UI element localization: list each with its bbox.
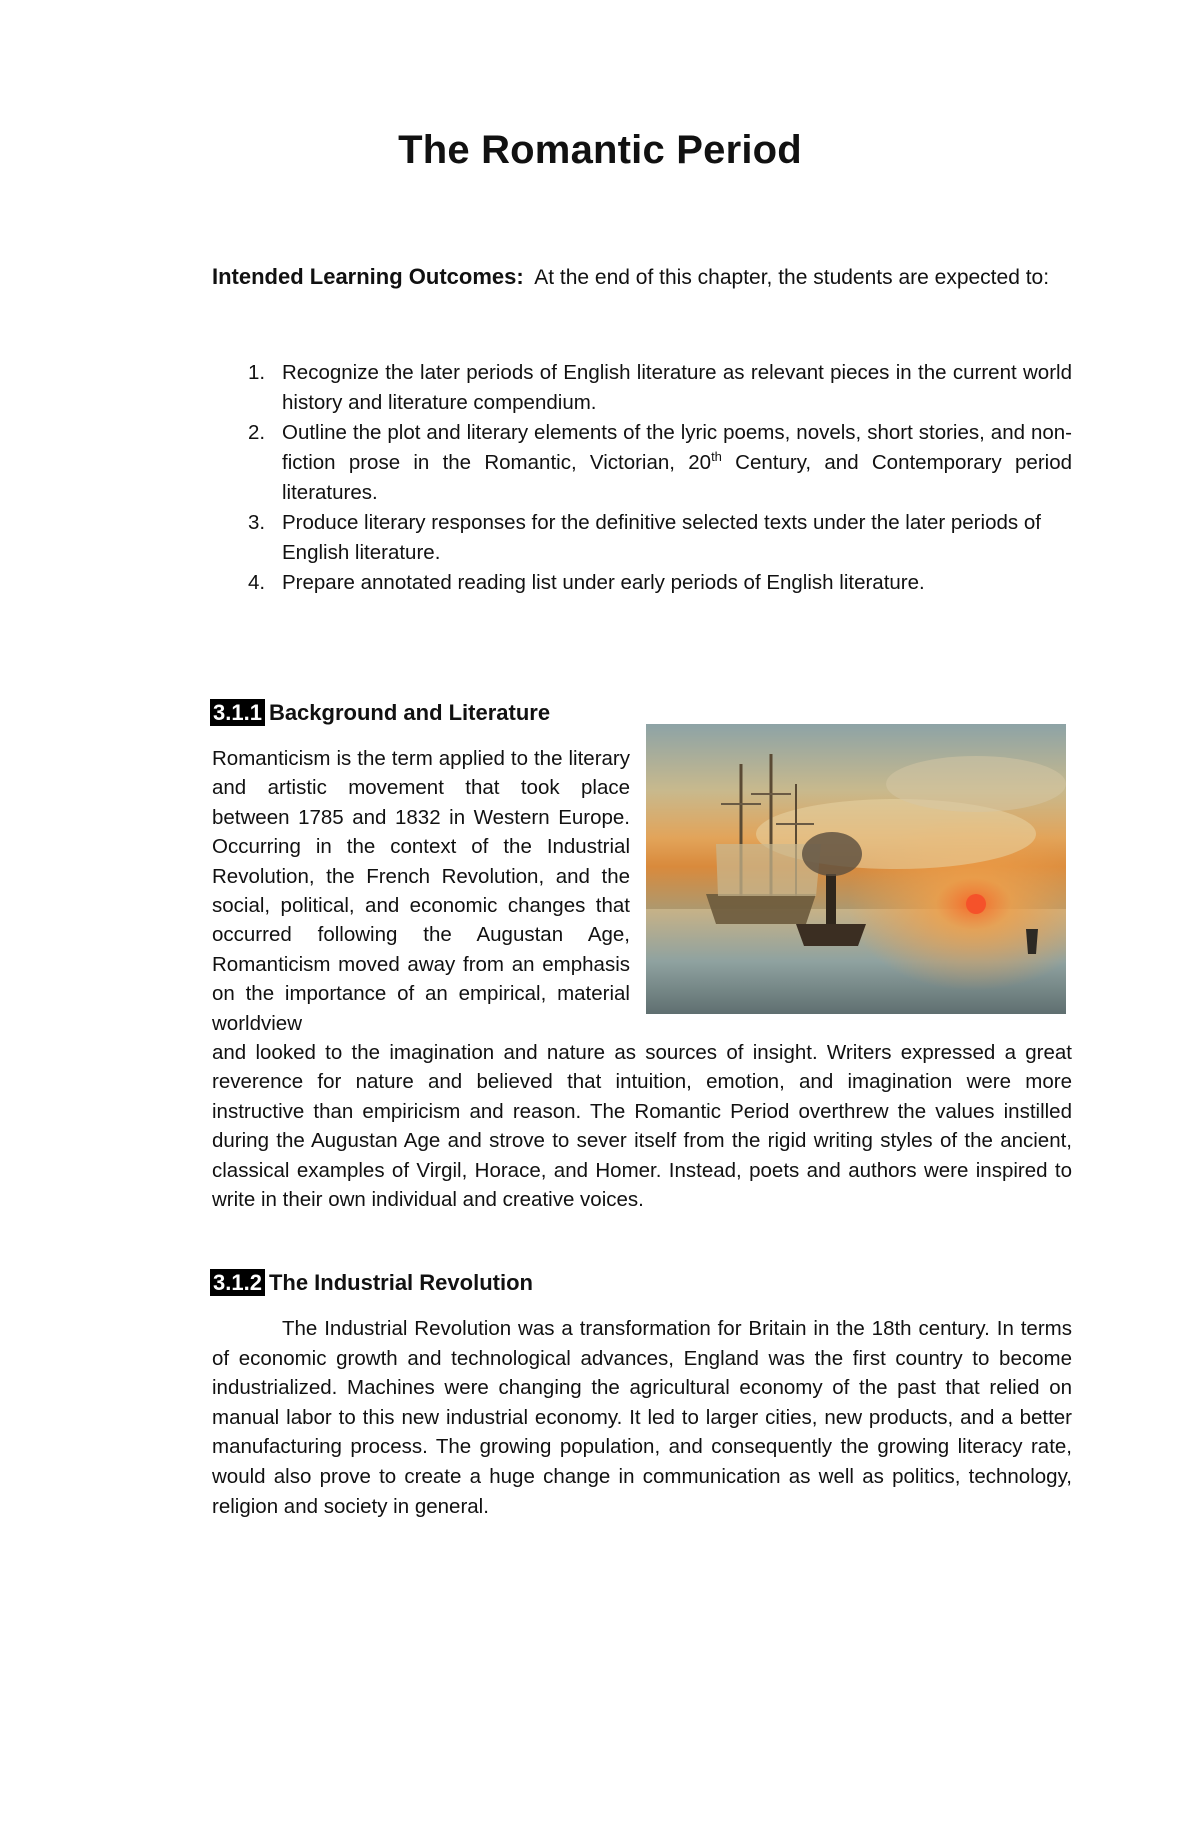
section1-paragraph-wrapped: Romanticism is the term applied to the literary and artistic movement that took place between 1785 and 1832 in Western Europe. Occurring in the context of the Industrial Revolution, the French Revolution, and the social, political, and economic changes that occurred following the Augustan Age, Romanticism moved away from an emphasis on the importance of an empirical, material worldview <box>212 747 630 1035</box>
list-item <box>212 508 1072 568</box>
section-number-badge: 3.1.1 <box>210 699 265 726</box>
list-item-number: 1. <box>248 361 266 384</box>
section2-paragraph: The Industrial Revolution was a transformation for Britain in the 18th century. In terms of economic growth and technological advances, England was the first country to become industrialized. Machines were changing the agricultural economy of the past that relied on manual labor to this new industrial economy. It led to larger cities, new products, and a better manufacturing process. The growing population, and consequently the growing literacy rate, would also prove to create a huge change in communication as well as politics, technology, religion and society in general. <box>212 1317 1072 1518</box>
section-heading-text: The Industrial Revolution <box>268 1270 533 1295</box>
list-item <box>212 418 1072 508</box>
list-item <box>212 358 1072 418</box>
list-item-text: Prepare annotated reading list under early periods of English literature. <box>282 571 925 594</box>
list-item-text: Outline the plot and literary elements of the lyric poems, novels, short stories, and non-fiction prose in the Romantic, Victorian, 20 <box>282 421 1072 474</box>
section-heading-background <box>210 700 550 726</box>
learning-outcomes-intro <box>212 262 1072 293</box>
list-item-text: Produce literary responses for the definitive selected texts under the later periods of English literature. <box>282 511 1041 564</box>
superscript-ordinal: th <box>711 449 722 465</box>
painting-image <box>646 724 1066 1014</box>
learning-outcomes-list <box>212 358 1072 598</box>
list-item <box>212 568 1072 598</box>
section-heading-industrial <box>210 1270 533 1296</box>
section-heading-text: Background and Literature <box>268 700 551 725</box>
learning-outcomes-intro-text: At the end of this chapter, the students are expected to: <box>534 266 1050 289</box>
learning-outcomes-label: Intended Learning Outcomes: <box>212 264 524 289</box>
list-item-number: 3. <box>248 511 266 534</box>
section1-paragraph: and looked to the imagination and nature as sources of insight. Writers expressed a great reverence for nature and believed that intuition, emotion, and imagination were more instructive than empiricism and reason. The Romantic Period overthrew the values instilled during the Augustan Age and strove to sever itself from the rigid writing styles of the ancient, classical examples of Virgil, Horace, and Homer. Instead, poets and authors were inspired to write in their own individual and creative voices. <box>212 1041 1072 1212</box>
list-item-number: 2. <box>248 421 266 444</box>
list-item-number: 4. <box>248 571 266 594</box>
list-item-text-continued: Century, and Contemporary period literatures. <box>282 451 1073 504</box>
painting-sun <box>966 894 986 914</box>
section-number-badge: 3.1.2 <box>210 1269 265 1296</box>
page-title: The Romantic Period <box>398 128 802 172</box>
list-item-text: Recognize the later periods of English literature as relevant pieces in the current world history and literature compendium. <box>282 361 1072 414</box>
